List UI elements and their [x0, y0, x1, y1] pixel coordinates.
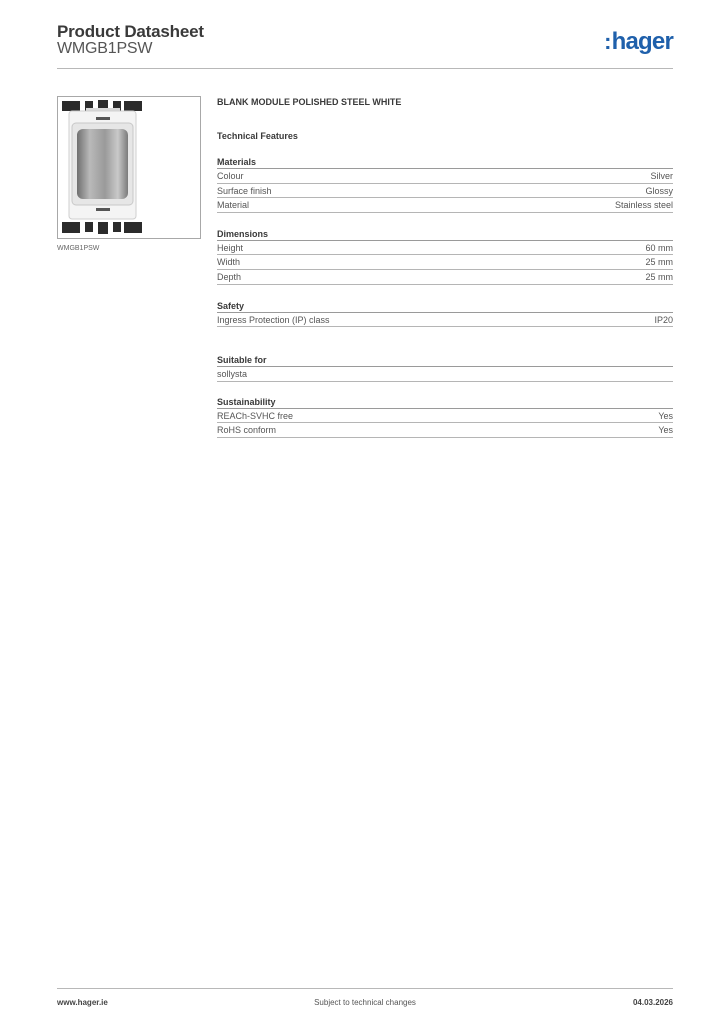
footer-divider — [57, 988, 673, 989]
spec-label: RoHS conform — [217, 425, 277, 436]
spec-value: 25 mm — [645, 257, 673, 268]
blank-module-illustration — [58, 97, 200, 238]
spec-value: 60 mm — [645, 242, 673, 253]
hager-logo — [604, 28, 673, 56]
document-title: Product Datasheet — [57, 22, 204, 41]
spec-row — [217, 198, 673, 213]
sustainability-section — [217, 396, 673, 438]
spec-value: 25 mm — [645, 271, 673, 282]
spec-row — [217, 367, 673, 382]
technical-features-heading: Technical Features — [217, 131, 298, 141]
spec-label: Material — [217, 200, 250, 211]
image-caption: WMGB1PSW — [57, 245, 100, 252]
materials-section — [217, 156, 673, 213]
spec-value: Silver — [650, 171, 673, 181]
spec-value: Yes — [658, 425, 673, 436]
section-title: Suitable for — [217, 354, 673, 367]
section-title: Sustainability — [217, 396, 673, 409]
spec-row — [217, 184, 673, 199]
suitable-for-section — [217, 354, 673, 382]
product-name: BLANK MODULE POLISHED STEEL WHITE — [217, 97, 402, 107]
spec-label: REACh-SVHC free — [217, 410, 294, 421]
spec-label: Surface finish — [217, 185, 272, 196]
header-divider — [57, 68, 673, 69]
spec-value: Yes — [658, 410, 673, 421]
logo-text: hager — [611, 28, 673, 55]
page-footer — [57, 998, 673, 1010]
datasheet-content — [217, 96, 673, 438]
product-image — [57, 96, 201, 239]
spec-row — [217, 255, 673, 270]
spec-row — [217, 313, 673, 328]
footer-notice: Subject to technical changes — [314, 998, 416, 1007]
logo-dots-icon: : — [604, 29, 611, 54]
dimensions-section — [217, 228, 673, 285]
spec-value: Glossy — [645, 185, 673, 196]
spec-label: Width — [217, 257, 241, 268]
spec-label: sollysta — [217, 369, 248, 380]
spec-label: Depth — [217, 271, 242, 282]
spec-row — [217, 270, 673, 285]
section-title: Materials — [217, 156, 673, 169]
spec-row — [217, 423, 673, 438]
spec-label: Ingress Protection (IP) class — [217, 314, 330, 325]
spec-value: Stainless steel — [614, 200, 673, 211]
website-link[interactable]: www.hager.ie — [57, 998, 108, 1007]
page-header — [57, 22, 673, 70]
section-title: Dimensions — [217, 228, 673, 241]
spec-row — [217, 169, 673, 184]
spec-value: IP20 — [654, 314, 673, 325]
product-code: WMGB1PSW — [57, 40, 153, 57]
footer-date: 04.03.2026 — [632, 998, 673, 1007]
spec-row — [217, 409, 673, 424]
safety-section — [217, 300, 673, 328]
spec-label: Height — [217, 242, 244, 253]
spec-label: Colour — [217, 171, 244, 181]
spec-row — [217, 241, 673, 256]
section-title: Safety — [217, 300, 673, 313]
